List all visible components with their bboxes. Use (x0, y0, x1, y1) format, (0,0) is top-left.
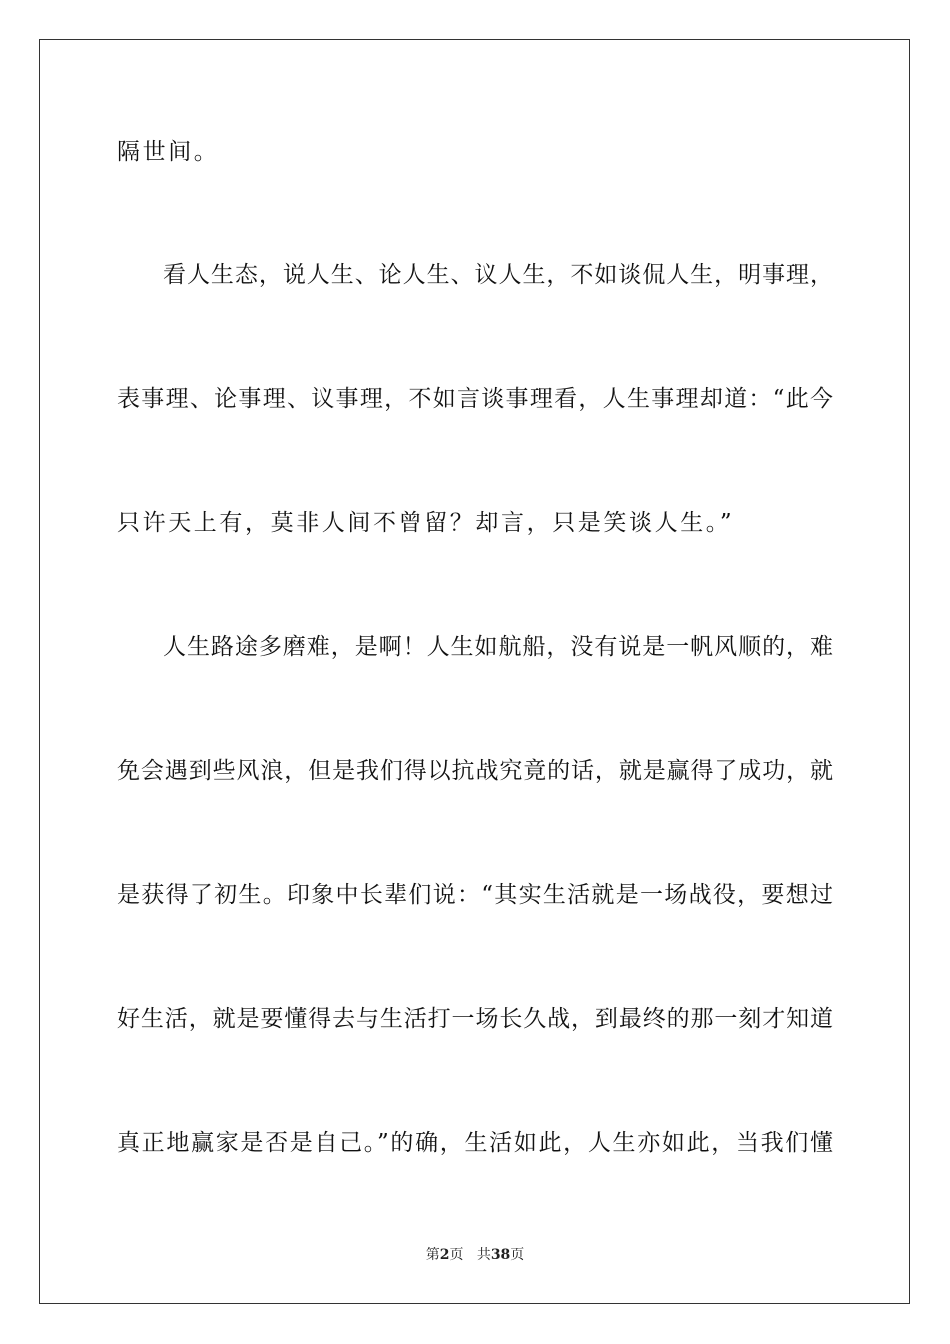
text-line-2: 看人生态，说人生、论人生、议人生，不如谈侃人生，明事理， (163, 262, 833, 288)
total-suffix: 页 (510, 1247, 525, 1263)
text-line-4: 只许天上有，莫非人间不曾留？却言，只是笑谈人生。” (117, 510, 735, 536)
text-line-6: 免会遇到些风浪，但是我们得以抗战究竟的话，就是赢得了成功，就 (117, 758, 833, 784)
total-pages: 38 (490, 1247, 511, 1263)
page-footer (0, 1246, 950, 1264)
text-line-5: 人生路途多磨难，是啊！人生如航船，没有说是一帆风顺的，难 (163, 634, 833, 660)
text-line-3: 表事理、论事理、议事理，不如言谈事理看，人生事理却道：“此今 (117, 386, 833, 412)
page-prefix: 第 (425, 1247, 440, 1263)
total-prefix: 共 (476, 1247, 491, 1263)
page-number: 2 (439, 1247, 450, 1263)
text-line-8: 好生活，就是要懂得去与生活打一场长久战，到最终的那一刻才知道 (117, 1006, 833, 1032)
text-line-1: 隔世间。 (117, 139, 220, 165)
text-line-9: 真正地赢家是否是自己。”的确，生活如此，人生亦如此，当我们懂 (117, 1130, 833, 1156)
text-line-7: 是获得了初生。印象中长辈们说：“其实生活就是一场战役，要想过 (117, 882, 833, 908)
page-border (39, 39, 910, 1304)
page-suffix: 页 (449, 1247, 464, 1263)
